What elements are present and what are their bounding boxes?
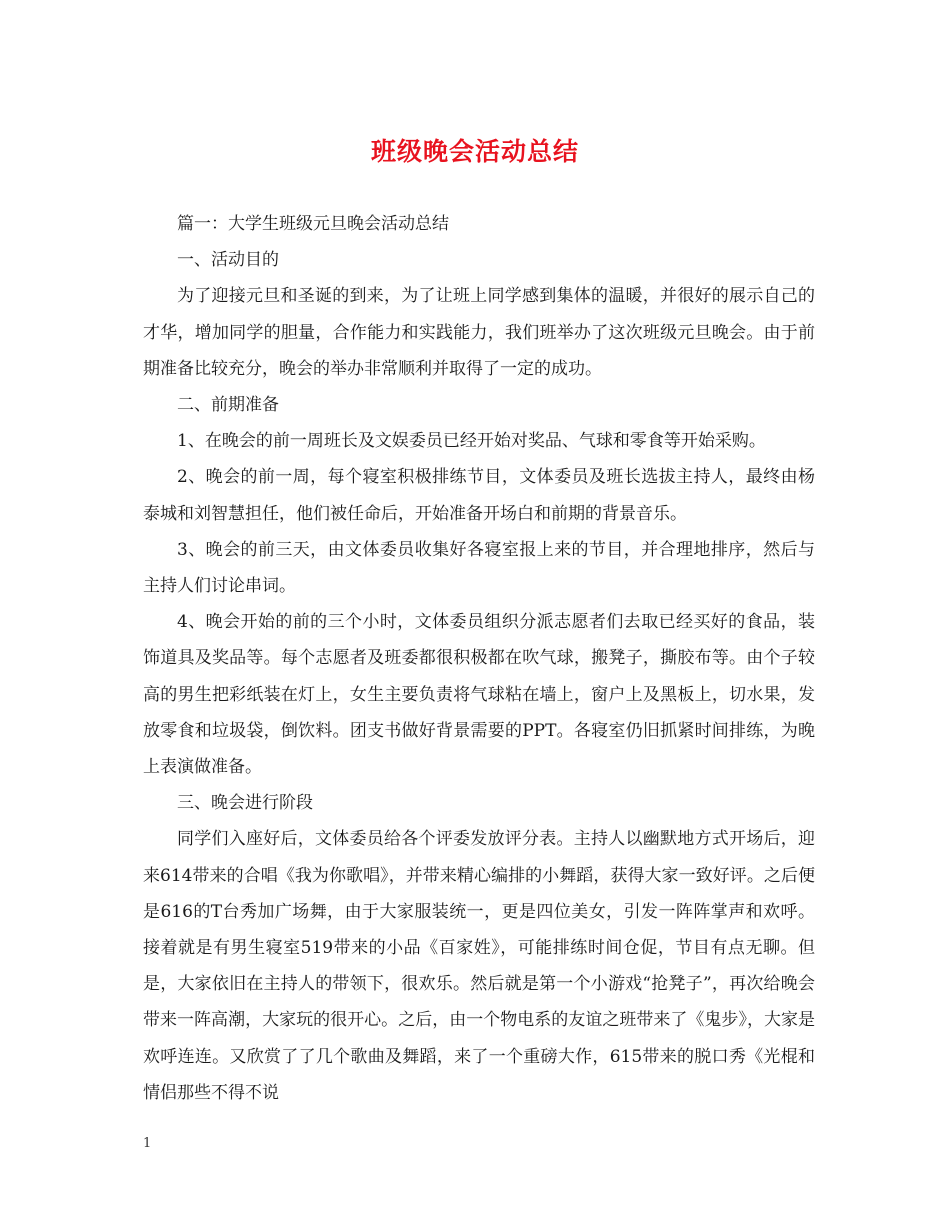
paragraph-event: 同学们入座好后，文体委员给各个评委发放评分表。主持人以幽默地方式开场后，迎来614带来的合唱《我为你歌唱》，并带来精心编排的小舞蹈，获得大家一致好评。之后便是616的T台秀加广场舞，由于大家服装统一，更是四位美女，引发一阵阵掌声和欢呼。接着就是有男生寝室519带来的小品《百家姓》，可能排练时间仓促，节目有点无聊。但是，大家依旧在主持人的带领下，很欢乐。然后就是第一个小游戏“抢凳子”，再次给晚会带来一阵高潮，大家玩的很开心。之后，由一个物电系的友谊之班带来了《鬼步》，大家是欢呼连连。又欣赏了了几个歌曲及舞蹈，来了一个重磅大作，615带来的脱口秀《光棍和情侣那些不得不说 [143,829,815,1103]
document-body [143,206,815,1111]
paragraph-purpose: 为了迎接元旦和圣诞的到来，为了让班上同学感到集体的温暖，并很好的展示自己的才华，增加同学的胆量，合作能力和实践能力，我们班举办了这次班级元旦晚会。由于前期准备比较充分，晚会的举办非常顺利并取得了一定的成功。 [143,286,815,379]
paragraph-prep-3: 3、晚会的前三天，由文体委员收集好各寝室报上来的节目，并合理地排序，然后与主持人们讨论串词。 [143,539,815,597]
paragraph-prep-1: 1、在晚会的前一周班长及文娱委员已经开始对奖品、气球和零食等开始采购。 [177,431,766,452]
paragraph-prep-4: 4、晚会开始的前的三个小时，文体委员组织分派志愿者们去取已经买好的食品，装饰道具及奖品等。每个志愿者及班委都很积极都在吹气球，搬凳子，撕胶布等。由个子较高的男生把彩纸装在灯上，女生主要负责将气球粘在墙上，窗户上及黑板上，切水果，发放零食和垃圾袋，倒饮料。团支书做好背景需要的PPT。各寝室仍旧抓紧时间排练，为晚上表演做准备。 [143,612,815,778]
section-heading-purpose: 一、活动目的 [177,250,279,271]
page-number: 1 [143,1136,152,1151]
section-heading-article-one: 篇一：大学生班级元旦晚会活动总结 [177,214,449,234]
paragraph-prep-2: 2、晚会的前一周，每个寝室积极排练节目，文体委员及班长选拔主持人，最终由杨泰城和刘智慧担任，他们被任命后，开始准备开场白和前期的背景音乐。 [143,467,815,524]
section-heading-event: 三、晚会进行阶段 [177,793,313,814]
section-heading-preparation: 二、前期准备 [177,395,279,416]
document-title: 班级晚会活动总结 [370,137,579,166]
